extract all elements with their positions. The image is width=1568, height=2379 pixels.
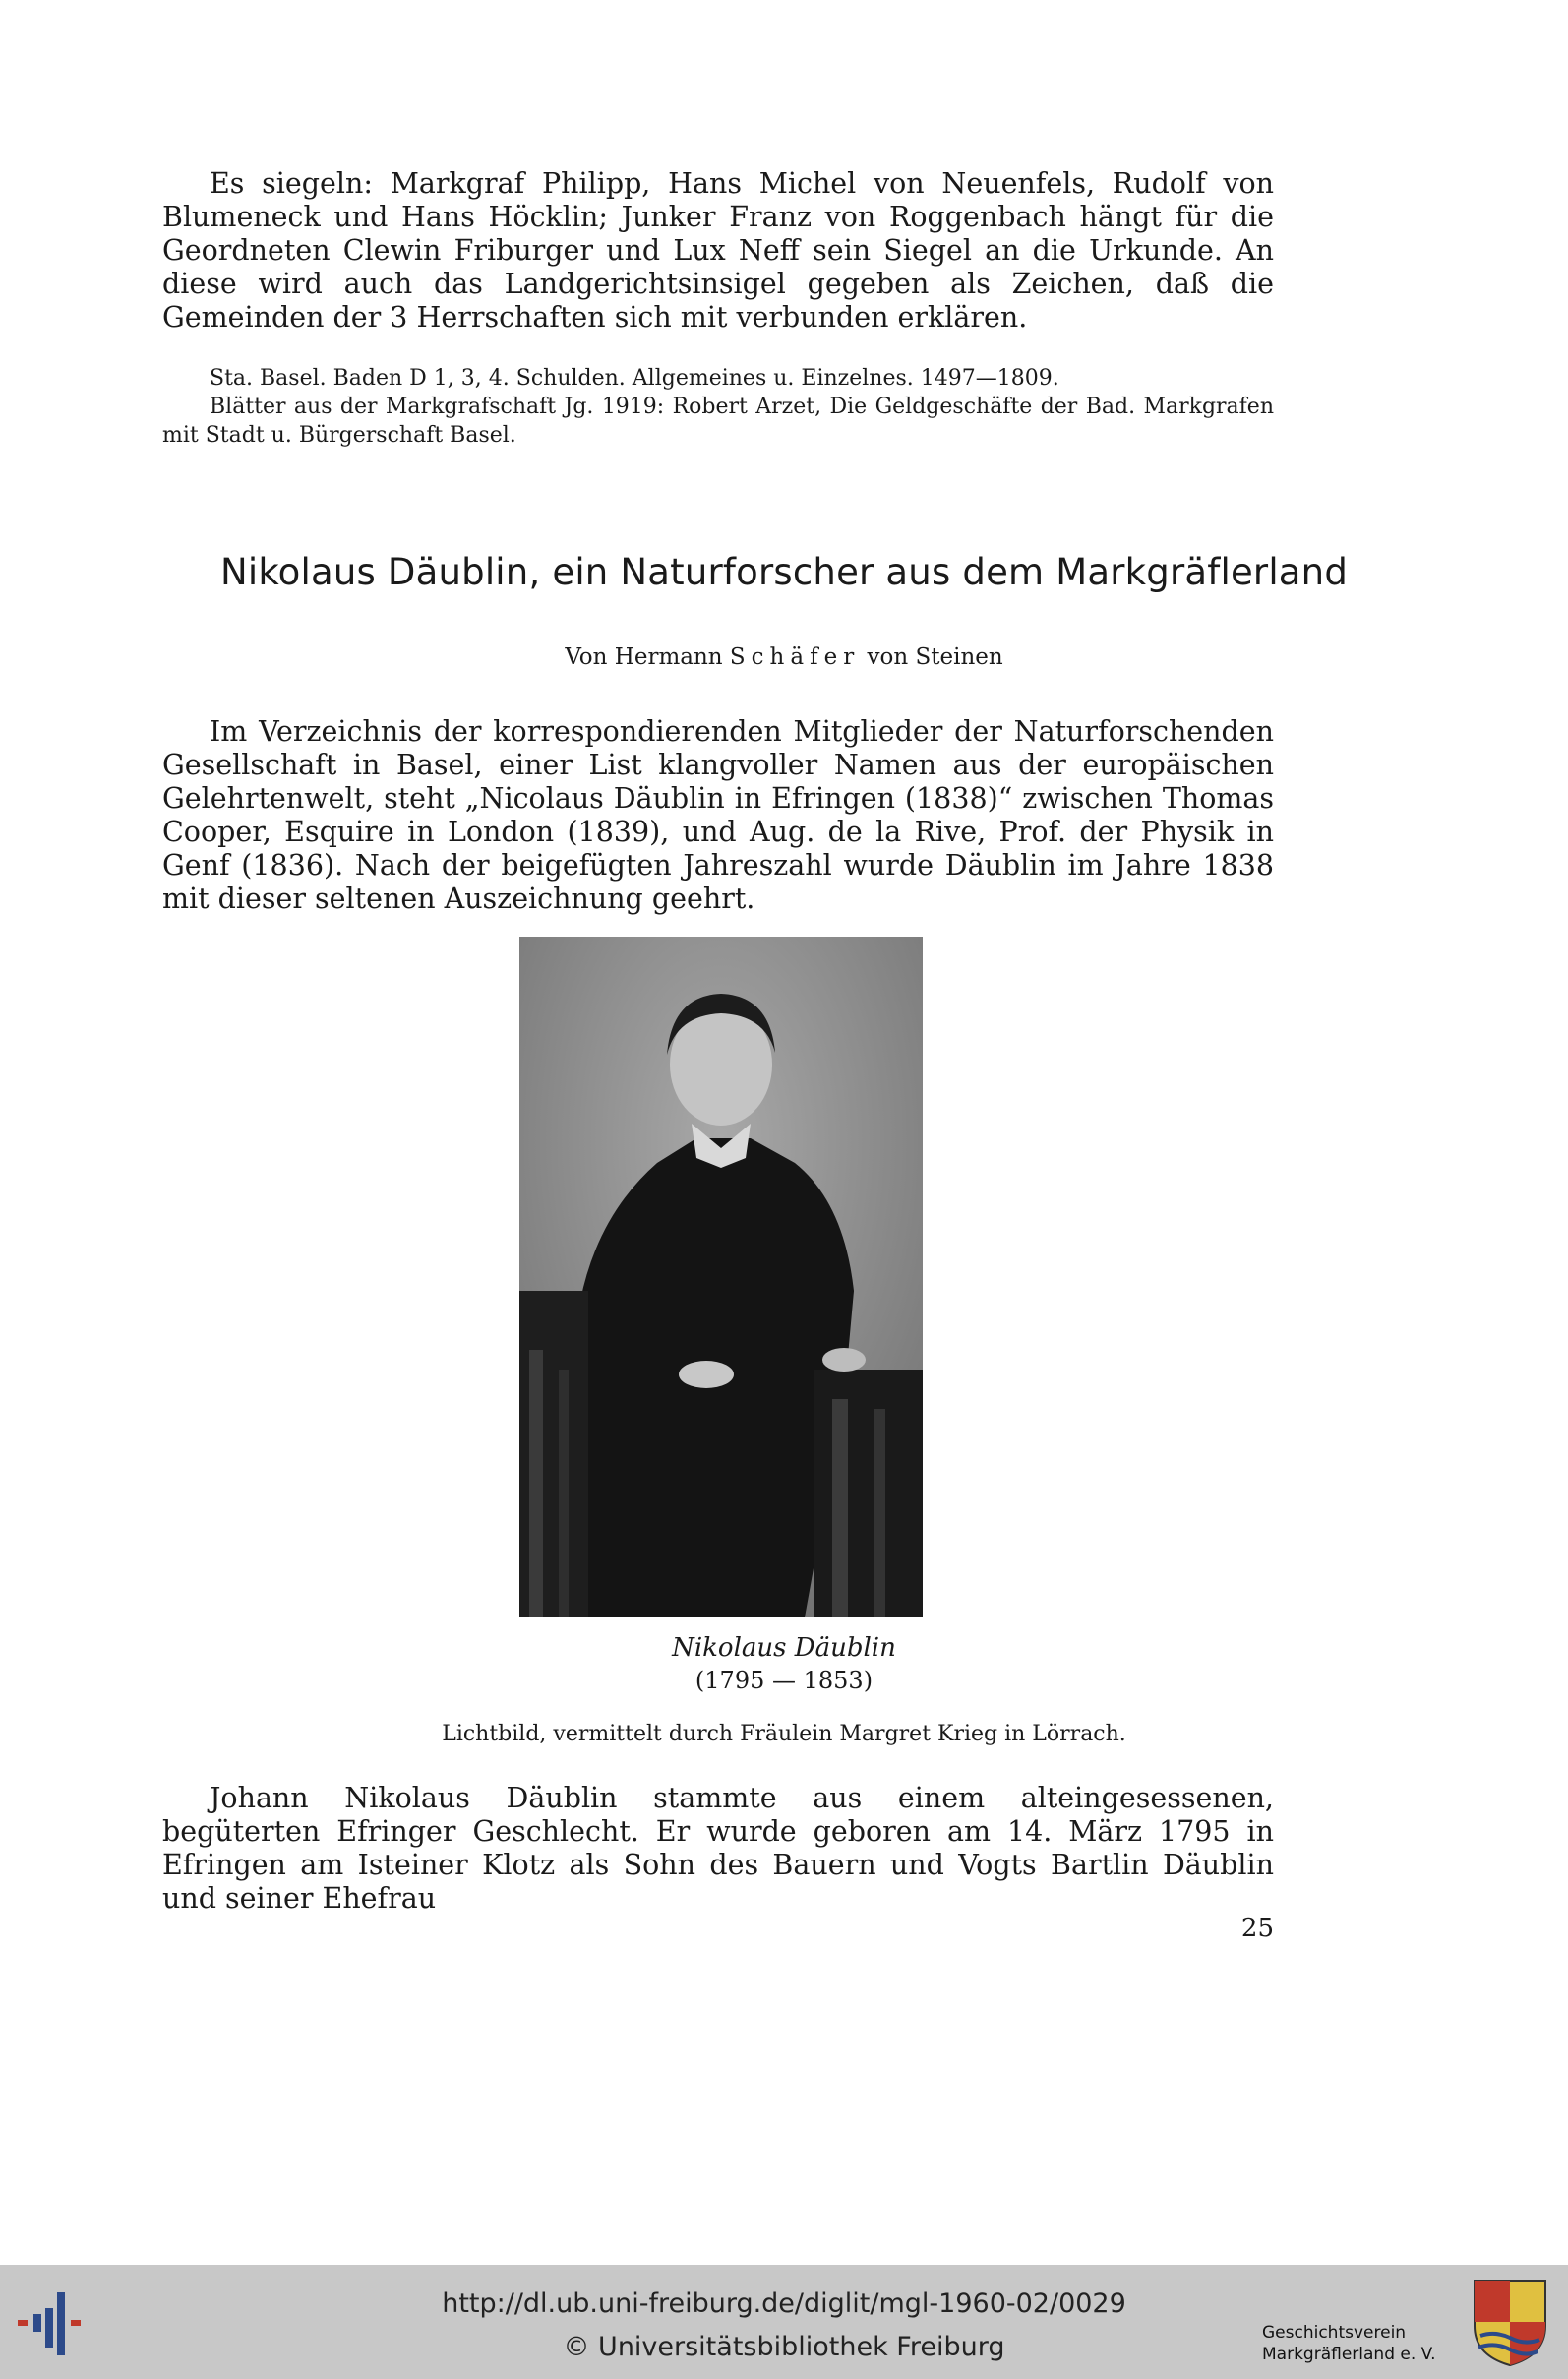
article-paragraph-2: Johann Nikolaus Däublin stammte aus einem alteingesessenen, begüterten Efringer Geschlecht. Er wurde geboren am 14. März 1795 in Efringen am Isteiner Klotz als Sohn des Bauern und Vogts Bartlin Däublin und seiner Ehefrau	[162, 1782, 1274, 1915]
coat-of-arms-icon	[1471, 2277, 1549, 2367]
article-byline	[0, 644, 1568, 670]
page-number: 25	[1240, 1914, 1274, 1943]
byline-suffix: von Steinen	[867, 644, 1003, 670]
footer-org-line-2: Markgräflerland e. V.	[1262, 2345, 1436, 2364]
portrait-photo	[519, 937, 923, 1617]
byline-author-name: Schäfer	[729, 644, 861, 670]
source-note-1: Sta. Basel. Baden D 1, 3, 4. Schulden. Allgemeines u. Einzelnes. 1497—1809.	[210, 366, 1059, 391]
photo-caption-name: Nikolaus Däublin	[672, 1633, 896, 1663]
byline-prefix: Von Hermann	[565, 644, 723, 670]
footer-url-link[interactable]: http://dl.ub.uni-freiburg.de/diglit/mgl-1960-02/0029	[442, 2288, 1126, 2319]
photo-caption-years: (1795 — 1853)	[694, 1667, 874, 1694]
article-paragraph-1: Im Verzeichnis der korrespondierenden Mitglieder der Naturforschenden Gesellschaft in Basel, einer List klangvoller Namen aus der europäischen Gelehrtenwelt, steht „Nicolaus Däublin in Efringen (1838)“ zwischen Thomas Cooper, Esquire in London (1839), und Aug. de la Rive, Prof. der Physik in Genf (1836). Nach der beigefügten Jahreszahl wurde Däublin im Jahre 1838 mit dieser seltenen Auszeichnung geehrt.	[162, 715, 1274, 915]
top-paragraph: Es siegeln: Markgraf Philipp, Hans Michel von Neuenfels, Rudolf von Blumeneck und Hans Höcklin; Junker Franz von Roggenbach hängt für die Geordneten Clewin Friburger und Lux Neff sein Siegel an die Urkunde. An diese wird auch das Landgerichtsinsigel gegeben als Zeichen, daß die Gemeinden der 3 Herrschaften sich mit verbunden erklären.	[162, 167, 1274, 334]
photo-credit: Lichtbild, vermittelt durch Fräulein Margret Krieg in Lörrach.	[442, 1722, 1126, 1746]
source-note-2: Blätter aus der Markgrafschaft Jg. 1919: Robert Arzet, Die Geldgeschäfte der Bad. Markgrafen mit Stadt u. Bürgerschaft Basel.	[162, 395, 1274, 448]
source-notes	[162, 364, 1274, 450]
footer-organization	[1262, 2322, 1436, 2365]
footer-copyright: © Universitätsbibliothek Freiburg	[563, 2332, 1005, 2362]
footer-bar	[0, 2265, 1568, 2379]
article-title: Nikolaus Däublin, ein Naturforscher aus dem Markgräflerland	[219, 551, 1349, 593]
footer-org-line-1: Geschichtsverein	[1262, 2323, 1407, 2343]
portrait-image	[519, 937, 923, 1617]
